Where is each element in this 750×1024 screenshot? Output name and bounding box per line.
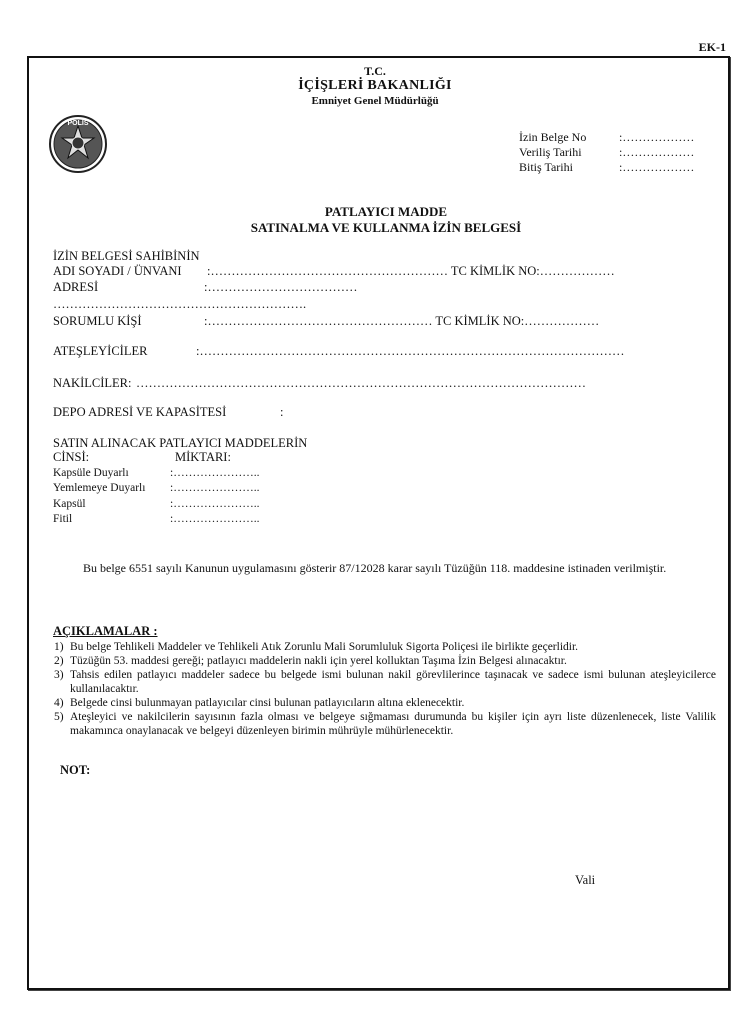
document-frame (27, 56, 730, 990)
note-text: Belgede cinsi bulunmayan patlayıcılar cinsi bulunan patlayıcıların altına eklenecektir. (70, 697, 465, 709)
note-number: 3) (54, 669, 64, 681)
meta-value: :……………… (619, 145, 695, 159)
purchase-heading: SATIN ALINACAK PATLAYICI MADDELERİN (53, 436, 308, 450)
list-item (54, 668, 716, 696)
note-number: 2) (54, 655, 64, 667)
responsible-person-label: SORUMLU KİŞİ (53, 314, 142, 328)
legal-basis-text: Bu belge 6551 sayılı Kanunun uygulamasını gösterir 87/12028 karar sayılı Tüzüğün 118. maddesine istinaden verilmiştir. (83, 561, 667, 575)
depot-label: DEPO ADRESİ VE KAPASİTESİ (53, 405, 227, 419)
document-title-line1: PATLAYICI MADDE (324, 204, 448, 219)
purchase-item-value: :………………….. (170, 513, 260, 525)
notes-heading: AÇIKLAMALAR : (53, 624, 158, 638)
list-item (54, 654, 716, 668)
responsible-person-value: :……………………………………………… TC KİMLİK NO:……………… (204, 314, 600, 328)
header-directorate: Emniyet Genel Müdürlüğü (311, 95, 439, 107)
owner-name-label: ADI SOYADI / ÜNVANI (53, 264, 182, 278)
meta-label: Bitiş Tarihi (519, 160, 573, 174)
purchase-type-label: CİNSİ: (53, 450, 90, 464)
document-title-line2: SATINALMA VE KULLANMA İZİN BELGESİ (250, 220, 522, 235)
owner-address-line2: ……………………………………………………. (53, 297, 307, 311)
carriers-value: ……………………………………………………………………………………………… (136, 376, 586, 390)
header-tc: T.C. (364, 64, 386, 78)
seal-text: POLİS (67, 120, 89, 127)
owner-name-value: :………………………………………………… TC KİMLİK NO:……………… (207, 264, 615, 278)
list-item (54, 640, 716, 654)
purchase-item-name: Fitil (53, 513, 73, 525)
note-text: Tüzüğün 53. maddesi gereği; patlayıcı maddelerin nakli için yerel kolluktan Taşıma İzin Belgesi alınacaktır. (70, 655, 567, 667)
note-number: 4) (54, 697, 64, 709)
purchase-amount-label: MİKTARI: (175, 450, 231, 464)
meta-end-date (519, 160, 694, 175)
purchase-item-value: :………………….. (170, 482, 260, 494)
note-text: Tahsis edilen patlayıcı maddeler sadece bu belgede ismi bulunan nakil görevlilerince taşınacak ve sadece ismi bulunan ateşleyicilerce kullanılacaktır. (70, 669, 716, 695)
purchase-item-name: Kapsüle Duyarlı (53, 467, 129, 479)
depot-value: : (280, 405, 284, 419)
signature-governor: Vali (575, 873, 596, 887)
purchase-item-value: :………………….. (170, 498, 260, 510)
annex-label: EK-1 (698, 40, 726, 54)
meta-label: Veriliş Tarihi (519, 145, 582, 159)
police-seal-icon (48, 112, 108, 176)
igniters-label: ATEŞLEYİCİLER (53, 344, 148, 358)
meta-label: İzin Belge No (519, 130, 587, 144)
meta-value: :……………… (619, 130, 695, 144)
meta-permit-no (519, 130, 694, 145)
note-number: 5) (54, 711, 64, 723)
purchase-item-value: :………………….. (170, 467, 260, 479)
carriers-label: NAKİLCİLER: (53, 376, 132, 390)
meta-value: :……………… (619, 160, 695, 174)
note-text: Ateşleyici ve nakilcilerin sayısının fazla olması ve belgeye sığmaması durumunda bu kişiler için ayrı liste düzenlenecek, liste Valilik makamınca onaylanacak ve belgeyi düzenleyen birimin mührüyle mühürlenecektir. (70, 711, 716, 737)
owner-heading: İZİN BELGESİ SAHİBİNİN (53, 249, 200, 263)
purchase-item-name: Kapsül (53, 498, 86, 510)
purchase-item-name: Yemlemeye Duyarlı (53, 482, 146, 494)
meta-issue-date (519, 145, 694, 160)
header-ministry: İÇİŞLERİ BAKANLIĞI (298, 78, 452, 93)
note-text: Bu belge Tehlikeli Maddeler ve Tehlikeli Atık Zorunlu Mali Sorumluluk Sigorta Poliçesi ile birlikte geçerlidir. (70, 641, 579, 653)
igniters-value: :………………………………………………………………………………………… (196, 344, 625, 358)
note-number: 1) (54, 641, 64, 653)
notes-list (54, 640, 716, 738)
list-item (54, 696, 716, 710)
owner-address-label: ADRESİ (53, 280, 99, 294)
list-item (54, 710, 716, 738)
owner-address-value: :……………………………… (204, 280, 358, 294)
not-label: NOT: (60, 763, 91, 777)
